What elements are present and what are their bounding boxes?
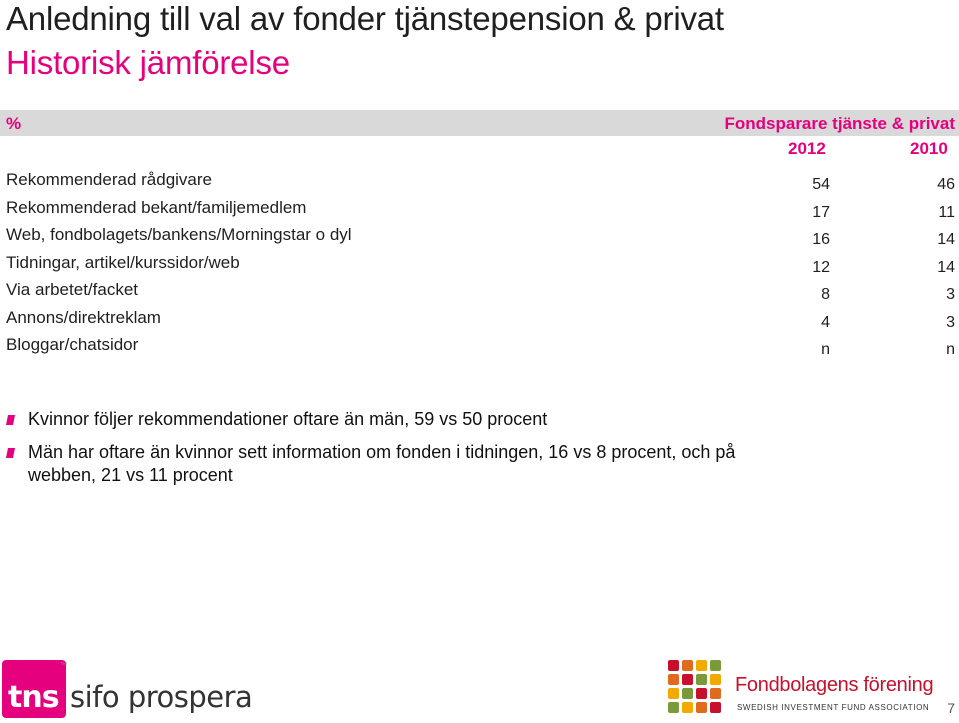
bullet-list: [0, 408, 959, 497]
value-2010: 11: [938, 203, 955, 221]
year-2010-header: 2010: [910, 139, 948, 158]
slide-subtitle: Historisk jämförelse: [6, 44, 290, 81]
fondbolagens-forening-name: Fondbolagens förening: [735, 674, 934, 696]
bullet-text: Män har oftare än kvinnor sett information om fonden i tidningen, 16 vs 8 procent, och på webben, 21 vs 11 procent: [28, 442, 736, 485]
value-2012: 54: [812, 176, 830, 193]
table-row: [0, 198, 959, 226]
value-2010: 14: [937, 258, 955, 276]
fondbolagens-forening-logo: [664, 656, 934, 720]
bullet-item: [0, 408, 768, 431]
value-2010: 14: [937, 231, 955, 248]
value-2010: 3: [946, 313, 955, 331]
value-2012: 4: [821, 313, 830, 331]
tns-logo-text: tns: [8, 680, 59, 715]
bullet-text: Kvinnor följer rekommendationer oftare än män, 59 vs 50 procent: [28, 409, 548, 429]
table-header-band: [0, 110, 959, 136]
row-label: Web, fondbolagets/bankens/Morningstar o dyl: [6, 225, 352, 244]
table-row: [0, 335, 959, 363]
bullet-item: [0, 441, 768, 487]
row-label: Rekommenderad rådgivare: [6, 170, 212, 189]
slide-title: Anledning till val av fonder tjänstepension & privat: [6, 0, 724, 37]
data-table: [0, 170, 959, 363]
fund-association-subtitle: SWEDISH INVESTMENT FUND ASSOCIATION: [737, 703, 930, 712]
group-header: Fondsparare tjänste & privat: [724, 114, 955, 133]
table-row: [0, 308, 959, 336]
table-row: [0, 225, 959, 253]
bullet-marker-icon: [6, 448, 15, 458]
value-2012: n: [821, 341, 830, 358]
value-2012: 8: [821, 286, 830, 303]
row-label: Via arbetet/facket: [6, 280, 138, 299]
year-2012-header: 2012: [788, 139, 826, 158]
value-2010: 3: [946, 286, 955, 303]
trademark-mark: ™: [60, 662, 67, 669]
tns-logo-box: [2, 660, 66, 718]
value-2012: 16: [812, 231, 830, 248]
bullet-marker-icon: [6, 415, 15, 425]
value-2010: 46: [937, 176, 955, 193]
value-2012: 17: [812, 203, 830, 221]
unit-label: %: [6, 114, 22, 133]
table-row: [0, 280, 959, 308]
row-label: Annons/direktreklam: [6, 307, 161, 327]
row-label: Tidningar, artikel/kurssidor/web: [6, 252, 240, 272]
page-number: 7: [947, 700, 955, 716]
row-label: Rekommenderad bekant/familjemedlem: [6, 197, 307, 217]
tns-sifo-prospera-logo: [2, 660, 252, 718]
table-row: [0, 253, 959, 281]
sifo-prospera-text: sifo prospera: [70, 680, 253, 714]
row-label: Bloggar/chatsidor: [6, 335, 139, 354]
table-row: [0, 170, 959, 198]
value-2010: n: [946, 341, 955, 358]
value-2012: 12: [812, 258, 830, 276]
